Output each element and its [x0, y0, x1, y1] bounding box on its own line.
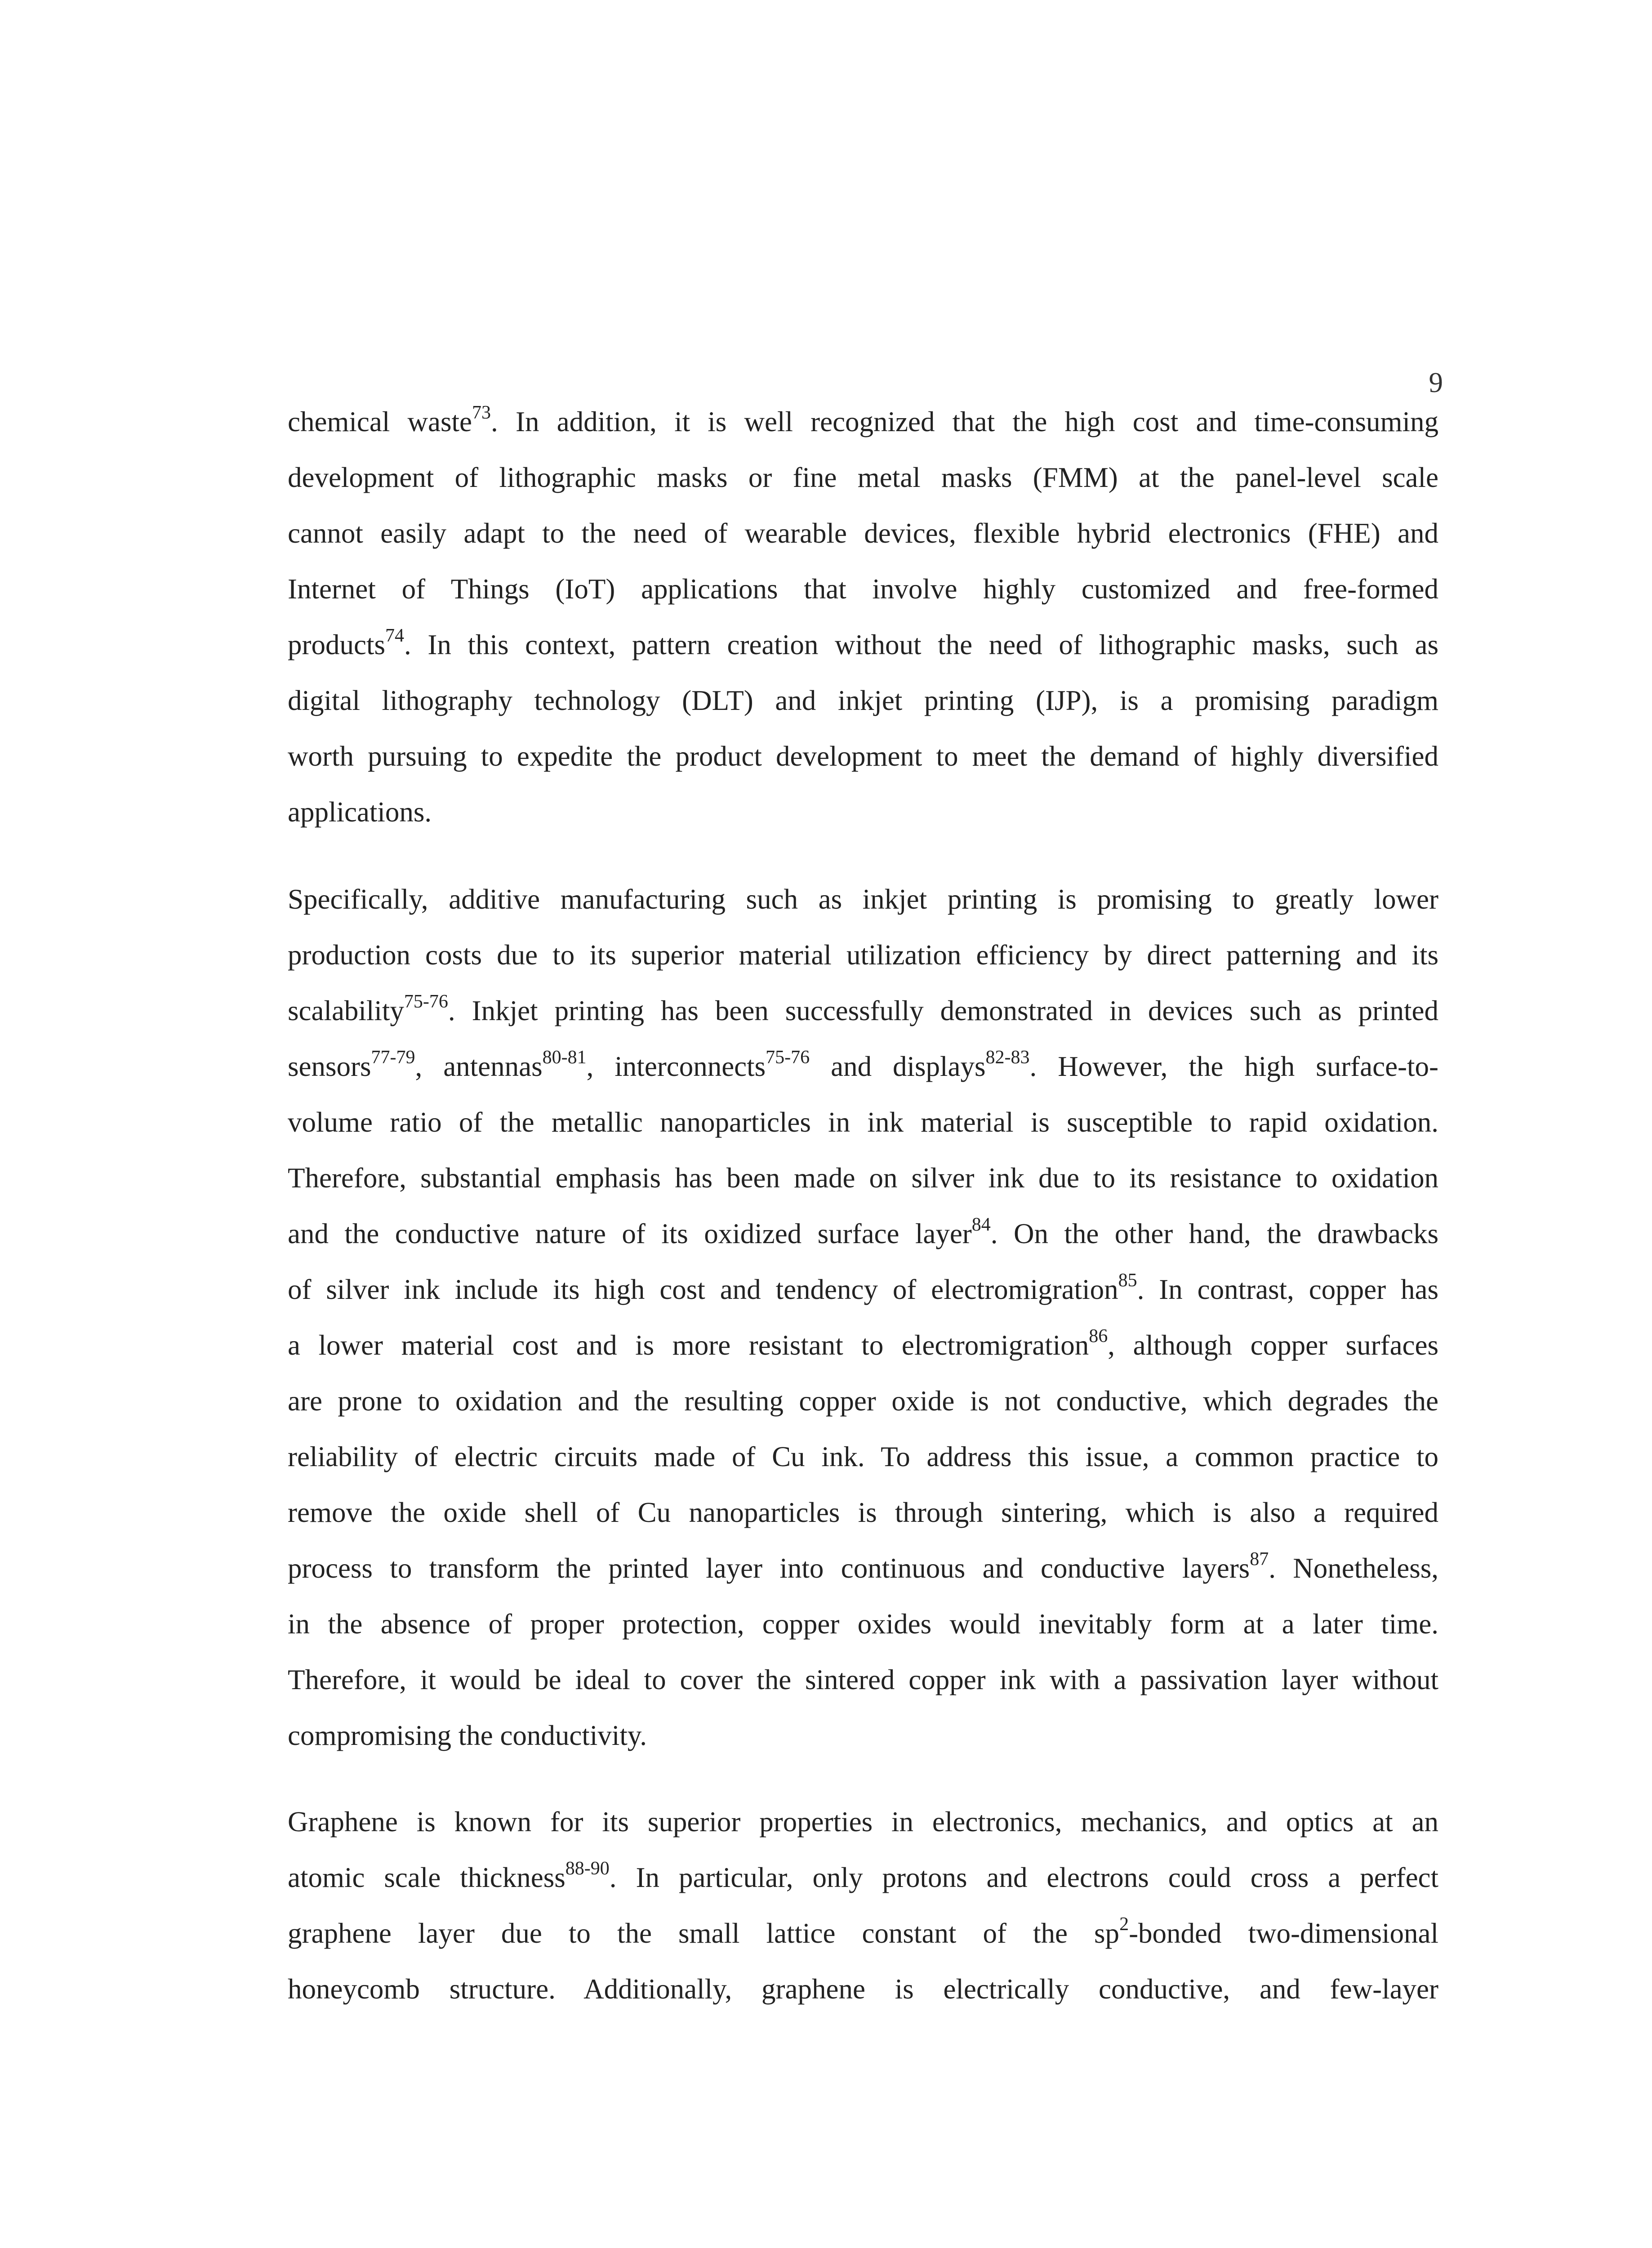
text-line — [288, 983, 1438, 1039]
text-run: production costs due to its superior material utilization efficiency by direct patterning and its — [288, 939, 1438, 971]
text-line — [288, 450, 1438, 505]
text-run: , although copper surfaces — [1108, 1329, 1438, 1361]
page-number: 9 — [1429, 367, 1443, 398]
text-run: digital lithography technology (DLT) and inkjet printing (IJP), is a promising paradigm — [288, 685, 1438, 716]
text-run: atomic scale thickness — [288, 1862, 566, 1893]
paragraph-2 — [288, 871, 1438, 1763]
text-line — [288, 617, 1438, 673]
citation-superscript: 2 — [1119, 1914, 1129, 1935]
text-run: -bonded two-dimensional — [1129, 1918, 1438, 1949]
text-run: a lower material cost and is more resistant to electromigration — [288, 1329, 1089, 1361]
text-run: cannot easily adapt to the need of wearable devices, flexible hybrid electronics (FHE) and — [288, 517, 1438, 549]
text-line — [288, 394, 1438, 450]
text-run: . However, the high surface-to- — [1029, 1051, 1439, 1082]
text-line — [288, 1794, 1438, 1850]
citation-superscript: 75-76 — [404, 991, 448, 1012]
text-line — [288, 1094, 1438, 1150]
text-line — [288, 1429, 1438, 1485]
text-line — [288, 1317, 1438, 1373]
citation-superscript: 74 — [385, 625, 404, 646]
text-run: . In this context, pattern creation without the need of lithographic masks, such as — [404, 629, 1438, 660]
text-line — [288, 1150, 1438, 1206]
text-line — [288, 673, 1438, 728]
citation-superscript: 82-83 — [985, 1047, 1030, 1068]
citation-superscript: 85 — [1118, 1270, 1137, 1291]
text-run: applications. — [288, 796, 432, 828]
text-run: products — [288, 629, 385, 660]
text-run: Specifically, additive manufacturing such as inkjet printing is promising to greatly lower — [288, 883, 1438, 915]
citation-superscript: 77-79 — [371, 1047, 415, 1068]
citation-superscript: 75-76 — [766, 1047, 810, 1068]
text-run: . Inkjet printing has been successfully demonstrated in devices such as printed — [448, 995, 1438, 1026]
text-run: sensors — [288, 1051, 371, 1082]
text-run: Therefore, substantial emphasis has been made on silver ink due to its resistance to oxidation — [288, 1162, 1438, 1194]
text-line — [288, 1961, 1438, 2017]
text-run: Internet of Things (IoT) applications that involve highly customized and free-formed — [288, 573, 1438, 605]
citation-superscript: 87 — [1250, 1549, 1269, 1570]
text-run: . In particular, only protons and electrons could cross a perfect — [609, 1862, 1438, 1893]
text-line — [288, 871, 1438, 927]
text-line — [288, 1485, 1438, 1540]
text-run: Graphene is known for its superior properties in electronics, mechanics, and optics at an — [288, 1806, 1438, 1838]
text-line — [288, 728, 1438, 784]
text-run: scalability — [288, 995, 404, 1026]
text-run: chemical waste — [288, 406, 472, 437]
text-run: graphene layer due to the small lattice constant of the sp — [288, 1918, 1120, 1949]
text-run: worth pursuing to expedite the product development to meet the demand of highly diversified — [288, 740, 1438, 772]
text-run: . On the other hand, the drawbacks — [990, 1218, 1439, 1249]
paragraph-1 — [288, 394, 1438, 840]
text-run: Therefore, it would be ideal to cover the sintered copper ink with a passivation layer without — [288, 1664, 1438, 1695]
citation-superscript: 73 — [472, 402, 491, 423]
text-run: and the conductive nature of its oxidized surface layer — [288, 1218, 972, 1249]
text-line — [288, 1850, 1438, 1905]
text-line — [288, 1039, 1438, 1094]
citation-superscript: 86 — [1089, 1326, 1108, 1347]
text-line — [288, 1262, 1438, 1317]
text-line — [288, 1596, 1438, 1652]
text-line — [288, 784, 1438, 840]
text-line — [288, 1652, 1438, 1708]
text-run: compromising the conductivity. — [288, 1720, 647, 1751]
text-line — [288, 1905, 1438, 1961]
text-line — [288, 561, 1438, 617]
citation-superscript: 84 — [971, 1214, 991, 1235]
citation-superscript: 88-90 — [565, 1858, 610, 1879]
text-run: , interconnects — [586, 1051, 766, 1082]
text-run: process to transform the printed layer into continuous and conductive layers — [288, 1552, 1250, 1584]
citation-superscript: 80-81 — [542, 1047, 587, 1068]
text-run: reliability of electric circuits made of Cu ink. To address this issue, a common practice to — [288, 1441, 1438, 1472]
text-run: development of lithographic masks or fine metal masks (FMM) at the panel-level scale — [288, 462, 1438, 493]
text-line — [288, 927, 1438, 983]
text-line — [288, 1206, 1438, 1262]
text-line — [288, 505, 1438, 561]
paragraph-3 — [288, 1794, 1438, 2017]
text-run: of silver ink include its high cost and tendency of electromigration — [288, 1274, 1118, 1305]
text-run: and displays — [810, 1051, 986, 1082]
text-line — [288, 1708, 1438, 1763]
text-run: . In contrast, copper has — [1137, 1274, 1438, 1305]
text-run: honeycomb structure. Additionally, graphene is electrically conductive, and few-layer — [288, 1973, 1438, 2005]
text-run: . In addition, it is well recognized that the high cost and time-consuming — [491, 406, 1438, 437]
text-run: . Nonetheless, — [1269, 1552, 1438, 1584]
text-run: in the absence of proper protection, copper oxides would inevitably form at a later time. — [288, 1608, 1438, 1640]
text-run: remove the oxide shell of Cu nanoparticles is through sintering, which is also a required — [288, 1497, 1438, 1528]
text-run: volume ratio of the metallic nanoparticles in ink material is susceptible to rapid oxidation. — [288, 1106, 1438, 1138]
text-run: are prone to oxidation and the resulting copper oxide is not conductive, which degrades the — [288, 1385, 1438, 1417]
text-line — [288, 1373, 1438, 1429]
text-line — [288, 1540, 1438, 1596]
text-run: , antennas — [415, 1051, 543, 1082]
